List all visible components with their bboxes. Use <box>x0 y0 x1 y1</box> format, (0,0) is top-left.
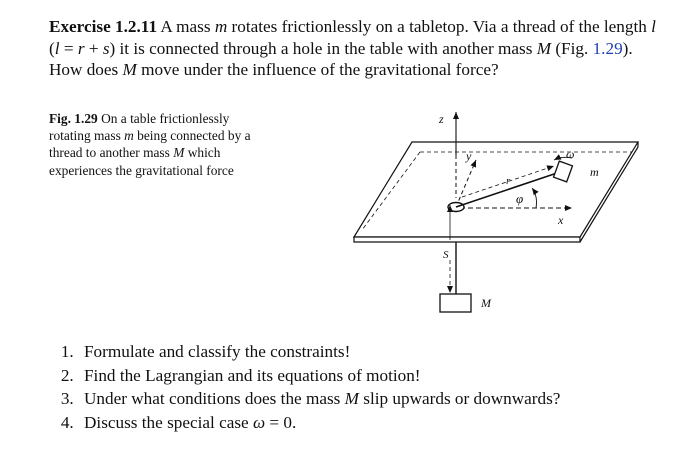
z-axis-label: z <box>439 112 444 126</box>
question-item <box>78 387 698 411</box>
x-axis-label: x <box>558 213 564 227</box>
question-text: Under what conditions does the mass <box>84 389 345 408</box>
exercise-text: + <box>84 38 103 58</box>
variable-M: M <box>344 389 359 408</box>
exercise-text: = <box>59 38 78 58</box>
exercise-heading: Exercise 1.2.11 <box>49 17 158 36</box>
question-text: Find the Lagrangian and its equations of motion! <box>84 365 421 385</box>
caption-text: On a table frictionlessly rotating mass <box>49 111 230 144</box>
exercise-text: (Fig. <box>551 38 593 58</box>
question-list <box>40 340 698 434</box>
exercise-text: ). How does <box>49 38 633 79</box>
y-axis-label: y <box>466 149 472 163</box>
question-text: Discuss the special case <box>84 412 253 432</box>
mass-m-label: m <box>590 165 599 179</box>
variable-omega: ω <box>252 412 266 432</box>
variable-l: l <box>651 17 656 36</box>
caption-label: Fig. 1.29 <box>49 111 98 126</box>
variable-m: m <box>214 17 228 36</box>
exercise-text: ( <box>49 38 55 58</box>
caption-text: being connected by a thread to another mass <box>49 128 251 161</box>
rotating-mass-figure <box>340 100 660 320</box>
exercise-statement <box>49 16 659 81</box>
phi-label: φ <box>516 191 524 206</box>
variable-m: m <box>124 128 134 144</box>
exercise-text: A mass <box>157 17 215 36</box>
exercise-text: move under the influence of the gravitational force? <box>136 60 499 79</box>
variable-l: l <box>54 38 60 58</box>
r-label: r <box>506 175 511 187</box>
omega-label: ω <box>566 147 575 161</box>
question-item <box>78 411 698 435</box>
mass-M <box>440 294 471 312</box>
variable-M: M <box>173 145 185 161</box>
variable-r: r <box>77 38 85 58</box>
variable-M: M <box>122 60 137 79</box>
figure-reference-link[interactable]: 1.29 <box>592 38 623 58</box>
caption-text: which experiences the gravitational force <box>49 145 234 178</box>
question-text: slip upwards or downwards? <box>358 389 561 408</box>
question-text: Formulate and classify the constraints! <box>84 342 351 361</box>
variable-s: s <box>102 38 110 58</box>
exercise-text: ) it is connected through a hole in the table with another mass <box>109 38 537 58</box>
variable-M: M <box>536 38 552 58</box>
table <box>354 142 638 242</box>
question-item <box>78 364 698 388</box>
s-label: S <box>443 249 449 261</box>
exercise-text: rotates frictionlessly on a tabletop. Via a thread of the length <box>227 17 652 36</box>
question-item <box>78 340 698 364</box>
mass-M-label: M <box>481 296 491 310</box>
figure-caption <box>49 110 254 179</box>
question-text: = 0. <box>265 412 297 432</box>
